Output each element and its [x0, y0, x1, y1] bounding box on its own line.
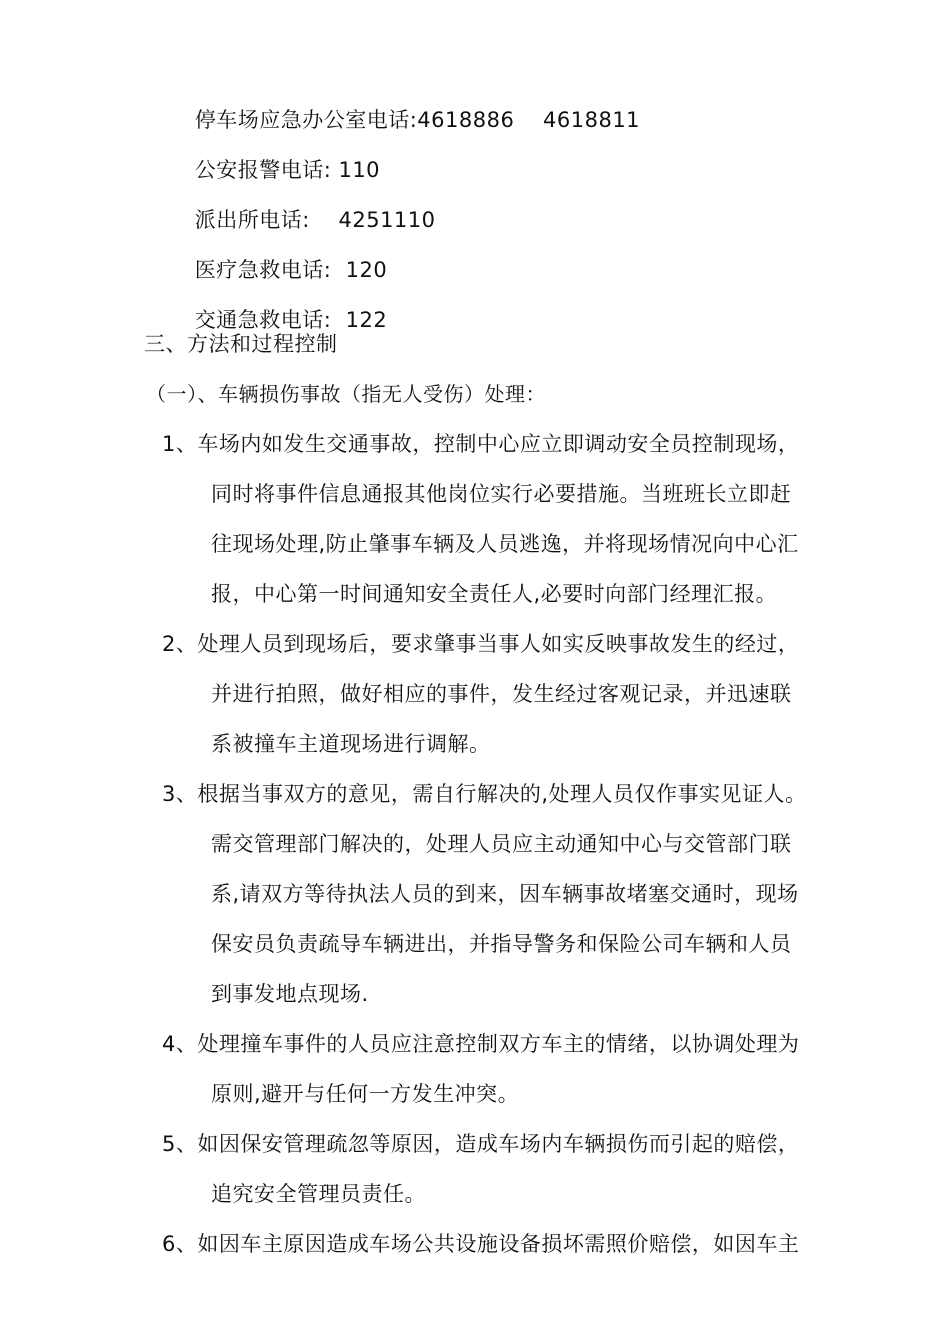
item-4-line-2: 原则,避开与任何一方发生冲突。	[211, 1082, 520, 1106]
item-3-line-1: 3、根据当事双方的意见，需自行解决的,处理人员仅作事实见证人。	[162, 782, 807, 806]
item-3-line-5: 到事发地点现场.	[211, 982, 369, 1006]
item-1-line-3: 往现场处理,防止肇事车辆及人员逃逸，并将现场情况向中心汇	[211, 532, 799, 556]
contact-label: 医疗急救电话:	[194, 258, 346, 282]
contact-label: 派出所电话:	[194, 208, 339, 232]
contact-value: 120	[345, 258, 388, 282]
item-3-line-2: 需交管理部门解决的，处理人员应主动通知中心与交管部门联	[211, 832, 792, 856]
item-2-line-2: 并进行拍照，做好相应的事件，发生经过客观记录，并迅速联	[211, 682, 792, 706]
contact-value: 4618886 4618811	[417, 108, 641, 132]
item-5-line-1: 5、如因保安管理疏忽等原因，造成车场内车辆损伤而引起的赔偿，	[162, 1132, 800, 1156]
section-heading: 三、方法和过程控制	[144, 332, 338, 356]
contact-value: 4251110	[338, 208, 436, 232]
item-4-line-1: 4、处理撞车事件的人员应注意控制双方车主的情绪，以协调处理为	[162, 1032, 800, 1056]
contact-value: 122	[345, 308, 388, 332]
contact-label: 停车场应急办公室电话:	[194, 108, 418, 132]
item-5-line-2: 追究安全管理员责任。	[211, 1182, 426, 1206]
item-1-line-4: 报，中心第一时间通知安全责任人,必要时向部门经理汇报。	[211, 582, 778, 606]
contact-label: 公安报警电话:	[194, 158, 339, 182]
contact-value: 110	[338, 158, 381, 182]
item-3-line-3: 系,请双方等待执法人员的到来，因车辆事故堵塞交通时，现场	[211, 882, 799, 906]
item-2-line-3: 系被撞车主道现场进行调解。	[211, 732, 491, 756]
item-2-line-1: 2、处理人员到现场后，要求肇事当事人如实反映事故发生的经过，	[162, 632, 800, 656]
subsection-heading: （一）、车辆损伤事故（指无人受伤）处理：	[146, 382, 546, 406]
contact-label: 交通急救电话:	[194, 308, 346, 332]
item-1-line-1: 1、车场内如发生交通事故，控制中心应立即调动安全员控制现场，	[162, 432, 800, 456]
item-3-line-4: 保安员负责疏导车辆进出，并指导警务和保险公司车辆和人员	[211, 932, 792, 956]
item-6-line-1: 6、如因车主原因造成车场公共设施设备损坏需照价赔偿，如因车主	[162, 1232, 800, 1256]
item-1-line-2: 同时将事件信息通报其他岗位实行必要措施。当班班长立即赶	[211, 482, 792, 506]
